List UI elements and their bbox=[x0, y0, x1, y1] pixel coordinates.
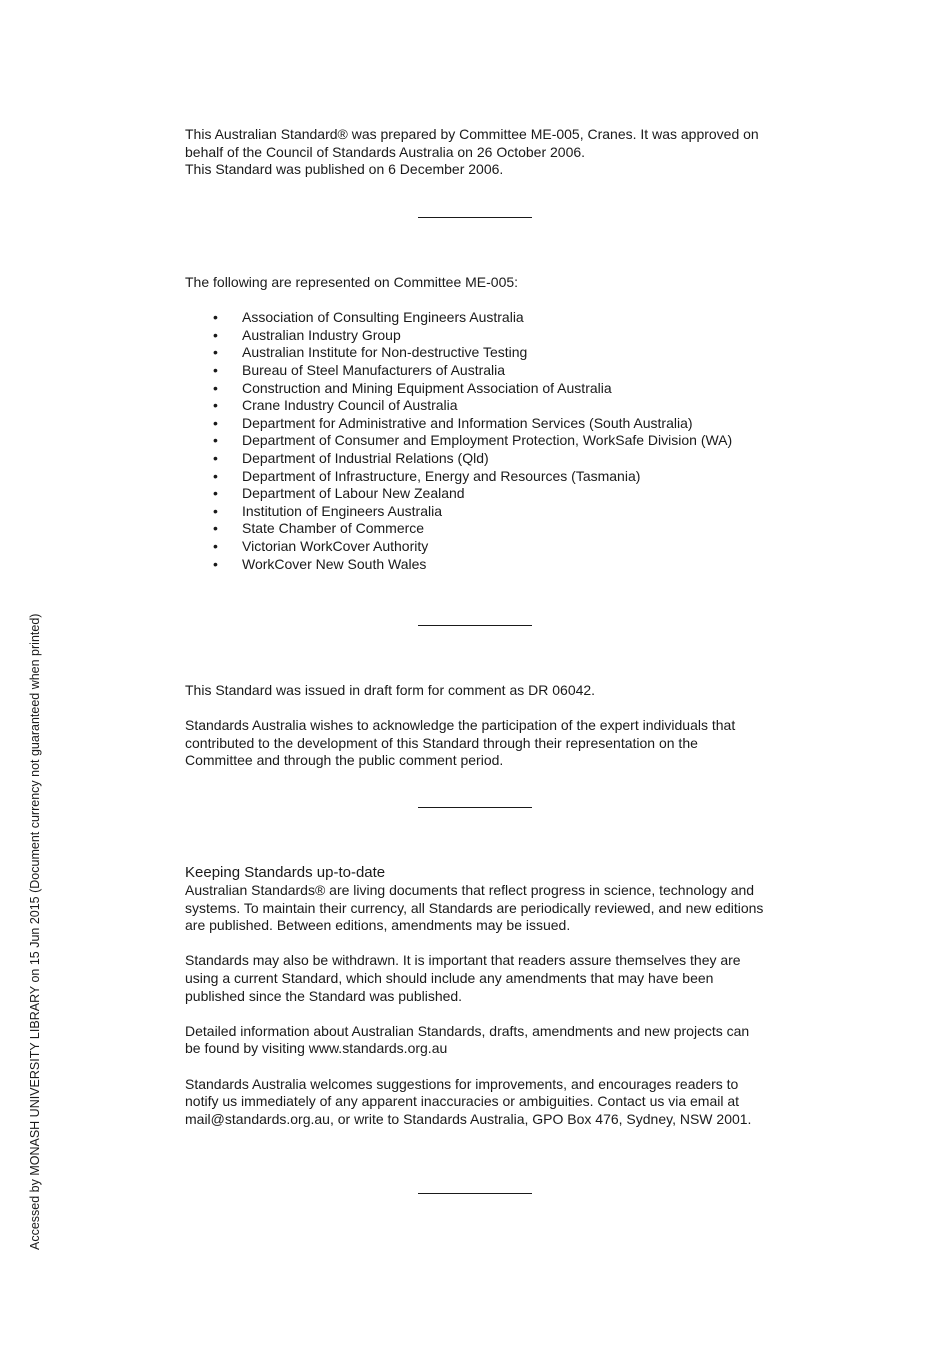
member-name: WorkCover New South Wales bbox=[242, 555, 427, 572]
list-item bbox=[185, 397, 775, 415]
member-name: Department of Infrastructure, Energy and Resources (Tasmania) bbox=[242, 467, 641, 484]
committee-heading: The following are represented on Committee ME-005: bbox=[185, 274, 519, 290]
paragraph-line: be found by visiting www.standards.org.au bbox=[185, 1040, 448, 1057]
paragraph-line: systems. To maintain their currency, all Standards are periodically reviewed, and new editions bbox=[185, 899, 764, 916]
member-name: Australian Industry Group bbox=[242, 326, 401, 343]
approval-statement bbox=[185, 126, 775, 179]
acknowledgement-line-2: contributed to the development of this Standard through their representation on the bbox=[185, 734, 698, 751]
bullet-icon: • bbox=[213, 520, 218, 537]
section-divider-1 bbox=[418, 217, 532, 218]
bullet-icon: • bbox=[213, 467, 218, 484]
bullet-icon: • bbox=[213, 432, 218, 449]
list-item bbox=[185, 432, 775, 450]
bullet-icon: • bbox=[213, 555, 218, 572]
member-name: Department of Consumer and Employment Protection, WorkSafe Division (WA) bbox=[242, 432, 733, 449]
acknowledgement-line-1: Standards Australia wishes to acknowledge the participation of the expert individuals that bbox=[185, 717, 736, 734]
bullet-icon: • bbox=[213, 449, 218, 466]
paragraph-line: Standards may also be withdrawn. It is important that readers assure themselves they are bbox=[185, 952, 741, 969]
member-name: Department of Labour New Zealand bbox=[242, 485, 465, 502]
keeping-up-to-date-section bbox=[185, 864, 775, 1128]
paragraph-line: Detailed information about Australian Standards, drafts, amendments and new projects can bbox=[185, 1022, 750, 1039]
bullet-icon: • bbox=[213, 309, 218, 326]
member-name: Institution of Engineers Australia bbox=[242, 502, 443, 519]
list-item bbox=[185, 503, 775, 521]
bullet-icon: • bbox=[213, 397, 218, 414]
member-name: Crane Industry Council of Australia bbox=[242, 397, 458, 414]
paragraph-line: mail@standards.org.au, or write to Standards Australia, GPO Box 476, Sydney, NSW 2001. bbox=[185, 1110, 752, 1127]
list-item bbox=[185, 362, 775, 380]
member-name: Construction and Mining Equipment Association of Australia bbox=[242, 379, 612, 396]
paragraph-line: are published. Between editions, amendments may be issued. bbox=[185, 917, 571, 934]
list-item bbox=[185, 520, 775, 538]
section-divider-4 bbox=[418, 1193, 532, 1194]
member-name: Association of Consulting Engineers Australia bbox=[242, 309, 524, 326]
bullet-icon: • bbox=[213, 361, 218, 378]
publication-line: This Standard was published on 6 December 2006. bbox=[185, 161, 504, 178]
list-item bbox=[185, 538, 775, 556]
paragraph-line: using a current Standard, which should include any amendments that may have been bbox=[185, 969, 714, 986]
access-watermark: Accessed by MONASH UNIVERSITY LIBRARY on 15 Jun 2015 (Document currency not guaranteed when printed) bbox=[28, 613, 42, 1250]
member-name: Department for Administrative and Information Services (South Australia) bbox=[242, 414, 693, 431]
bullet-icon: • bbox=[213, 414, 218, 431]
section-divider-2 bbox=[418, 625, 532, 626]
bullet-icon: • bbox=[213, 537, 218, 554]
list-item bbox=[185, 309, 775, 327]
draft-statement: This Standard was issued in draft form for comment as DR 06042. bbox=[185, 682, 596, 698]
bullet-icon: • bbox=[213, 344, 218, 361]
list-item bbox=[185, 415, 775, 433]
acknowledgement-line-3: Committee and through the public comment period. bbox=[185, 752, 504, 769]
bullet-icon: • bbox=[213, 326, 218, 343]
committee-member-list bbox=[185, 309, 775, 573]
paragraph-line: Australian Standards® are living documents that reflect progress in science, technology and bbox=[185, 882, 755, 898]
member-name: Department of Industrial Relations (Qld) bbox=[242, 449, 489, 466]
bullet-icon: • bbox=[213, 502, 218, 519]
approval-line-2: behalf of the Council of Standards Australia on 26 October 2006. bbox=[185, 143, 586, 160]
list-item bbox=[185, 450, 775, 468]
paragraph-line: Standards Australia welcomes suggestions for improvements, and encourages readers to bbox=[185, 1075, 739, 1092]
list-item bbox=[185, 485, 775, 503]
approval-line-1: This Australian Standard® was prepared by Committee ME-005, Cranes. It was approved on bbox=[185, 126, 759, 142]
list-item bbox=[185, 327, 775, 345]
bullet-icon: • bbox=[213, 485, 218, 502]
member-name: Victorian WorkCover Authority bbox=[242, 537, 429, 554]
list-item bbox=[185, 344, 775, 362]
list-item bbox=[185, 380, 775, 398]
paragraph-line: notify us immediately of any apparent inaccuracies or ambiguities. Contact us via email at bbox=[185, 1093, 740, 1110]
committee-section bbox=[185, 274, 775, 573]
bullet-icon: • bbox=[213, 379, 218, 396]
section-heading: Keeping Standards up-to-date bbox=[185, 864, 386, 881]
paragraph-line: published since the Standard was published. bbox=[185, 987, 463, 1004]
member-name: Australian Institute for Non-destructive Testing bbox=[242, 344, 528, 361]
list-item bbox=[185, 468, 775, 486]
member-name: Bureau of Steel Manufacturers of Australia bbox=[242, 361, 506, 378]
list-item bbox=[185, 556, 775, 574]
member-name: State Chamber of Commerce bbox=[242, 520, 425, 537]
draft-section bbox=[185, 682, 775, 770]
section-divider-3 bbox=[418, 807, 532, 808]
